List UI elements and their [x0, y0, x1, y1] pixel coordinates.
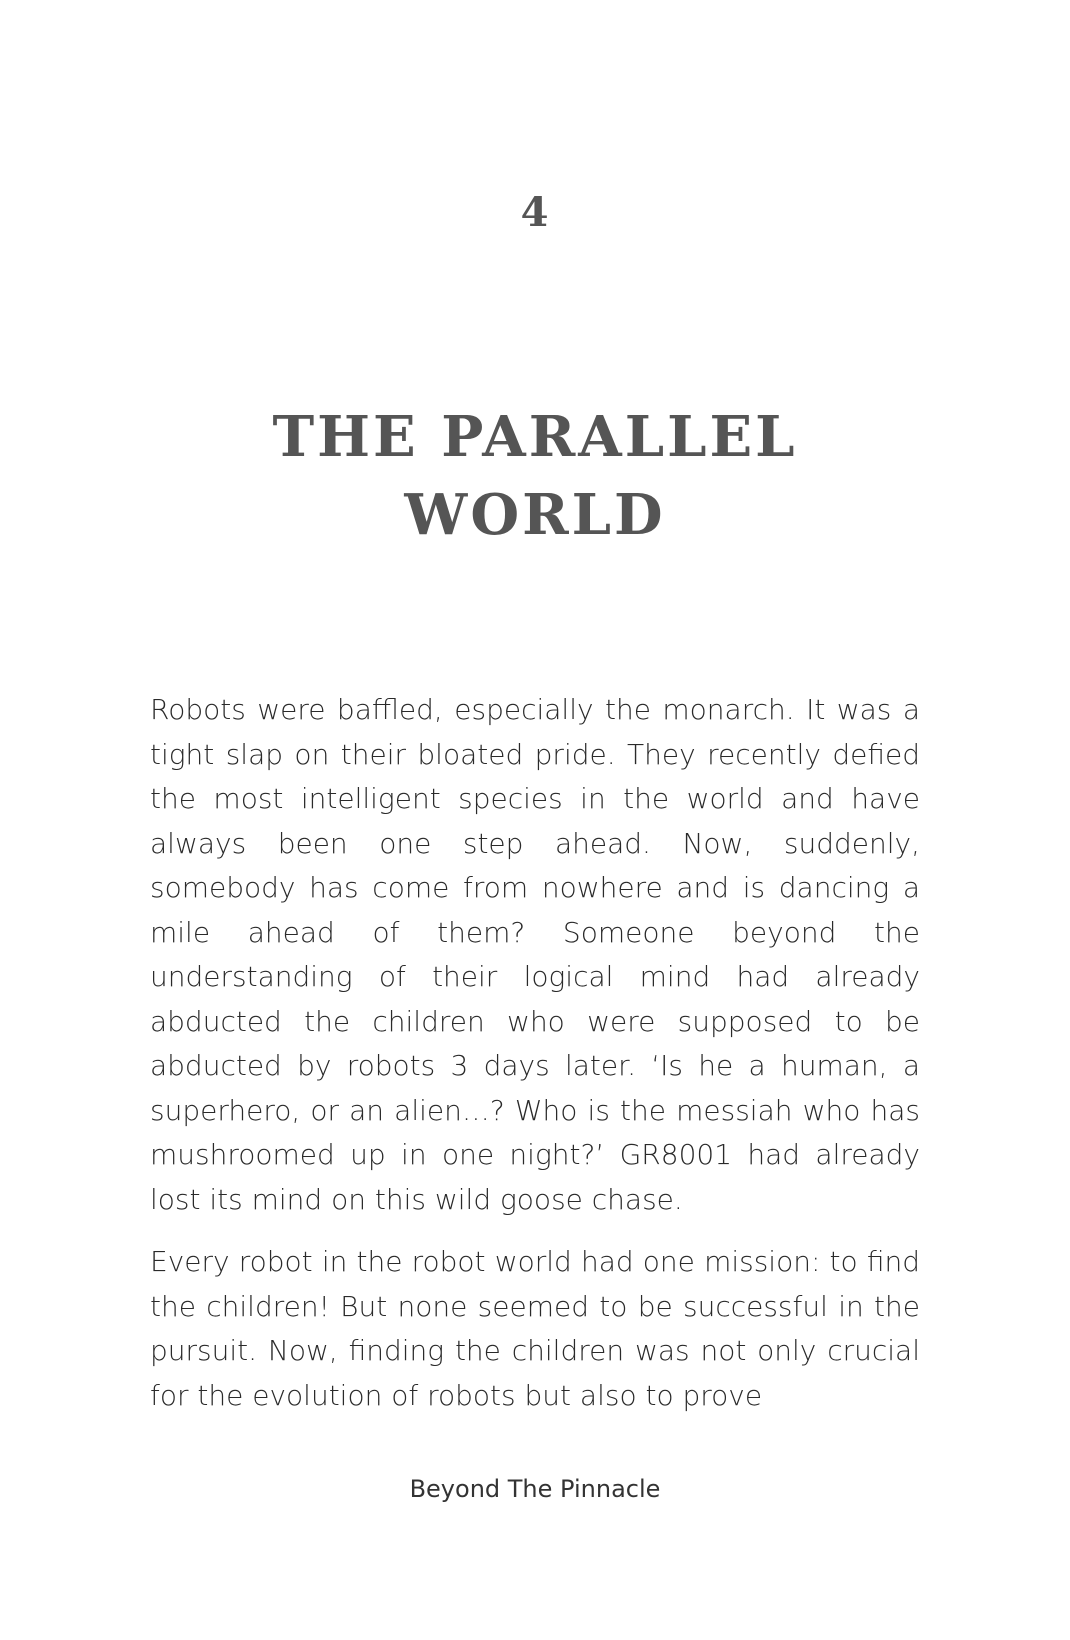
chapter-title-line-1: THE PARALLEL	[272, 404, 798, 470]
paragraph-1: Robots were baffled, especially the monarch. It was a tight slap on their bloated pride. They recently defied the most intelligent species in the world and have always been one step ahead. Now, suddenly, somebody has come from nowhere and is dancing a mile ahead of them? Someone beyond the understanding of their logical mind had already abducted the children who were supposed to be abducted by robots 3 days later. ‘Is he a human, a superhero, or an alien…? Who is the messiah who has mushroomed up in one night?’ GR8001 had already lost its mind on this wild goose chase.	[150, 693, 920, 1216]
chapter-title-line-2: WORLD	[404, 482, 666, 548]
page-footer-book-title: Beyond The Pinnacle	[409, 1475, 661, 1503]
paragraph-2: Every robot in the robot world had one mission: to find the children! But none seemed to be successful in the pursuit. Now, finding the children was not only crucial for the evolution of robots but also to prove	[150, 1245, 920, 1412]
chapter-title	[0, 398, 1070, 554]
chapter-number: 4	[520, 189, 550, 236]
body-text	[150, 688, 920, 1436]
